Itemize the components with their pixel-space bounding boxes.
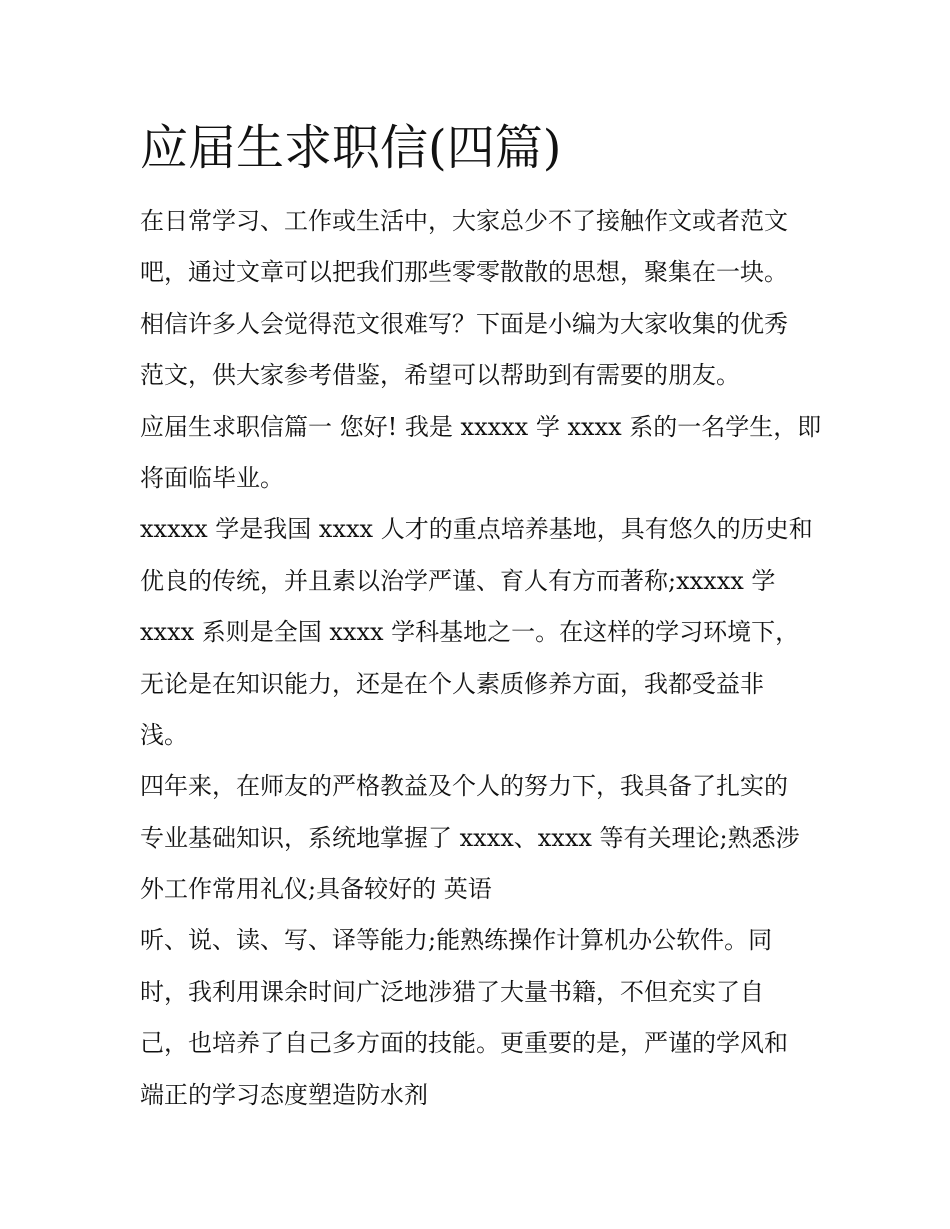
text-line: 相信许多人会觉得范文很难写？下面是小编为大家收集的优秀	[140, 309, 788, 338]
text-line: 吧，通过文章可以把我们那些零零散散的思想，聚集在一块。	[140, 258, 788, 287]
document-body	[140, 196, 820, 1121]
document-title: 应届生求职信(四篇)	[140, 120, 562, 176]
text-line: xxxx 系则是全国 xxxx 学科基地之一。在这样的学习环境下，	[140, 618, 800, 647]
text-line: 范文，供大家参考借鉴，希望可以帮助到有需要的朋友。	[140, 361, 740, 390]
text-line: 外工作常用礼仪;具备较好的 英语	[140, 875, 492, 904]
text-line: 听、说、读、写、译等能力;能熟练操作计算机办公软件。同	[140, 926, 773, 955]
text-line: 己，也培养了自己多方面的技能。更重要的是，严谨的学风和	[140, 1029, 788, 1058]
text-line: 浅。	[140, 720, 188, 749]
text-line: 在日常学习、工作或生活中，大家总少不了接触作文或者范文	[140, 207, 788, 235]
text-line: 专业基础知识，系统地掌握了 xxxx、xxxx 等有关理论;熟悉涉	[140, 823, 800, 852]
text-line: 应届生求职信篇一 您好! 我是 xxxxx 学 xxxx 系的一名学生，即	[140, 412, 822, 441]
text-line: 无论是在知识能力，还是在个人素质修养方面，我都受益非	[140, 669, 764, 698]
text-line: 四年来，在师友的严格教益及个人的努力下，我具备了扎实的	[140, 772, 788, 801]
text-line: xxxxx 学是我国 xxxx 人才的重点培养基地，具有悠久的历史和	[140, 515, 813, 544]
text-line: 优良的传统，并且素以治学严谨、育人有方而著称;xxxxx 学	[140, 566, 776, 595]
text-line: 时，我利用课余时间广泛地涉猎了大量书籍，不但充实了自	[140, 977, 764, 1006]
text-line: 将面临毕业。	[140, 463, 284, 492]
text-line: 端正的学习态度塑造防水剂	[140, 1080, 428, 1109]
